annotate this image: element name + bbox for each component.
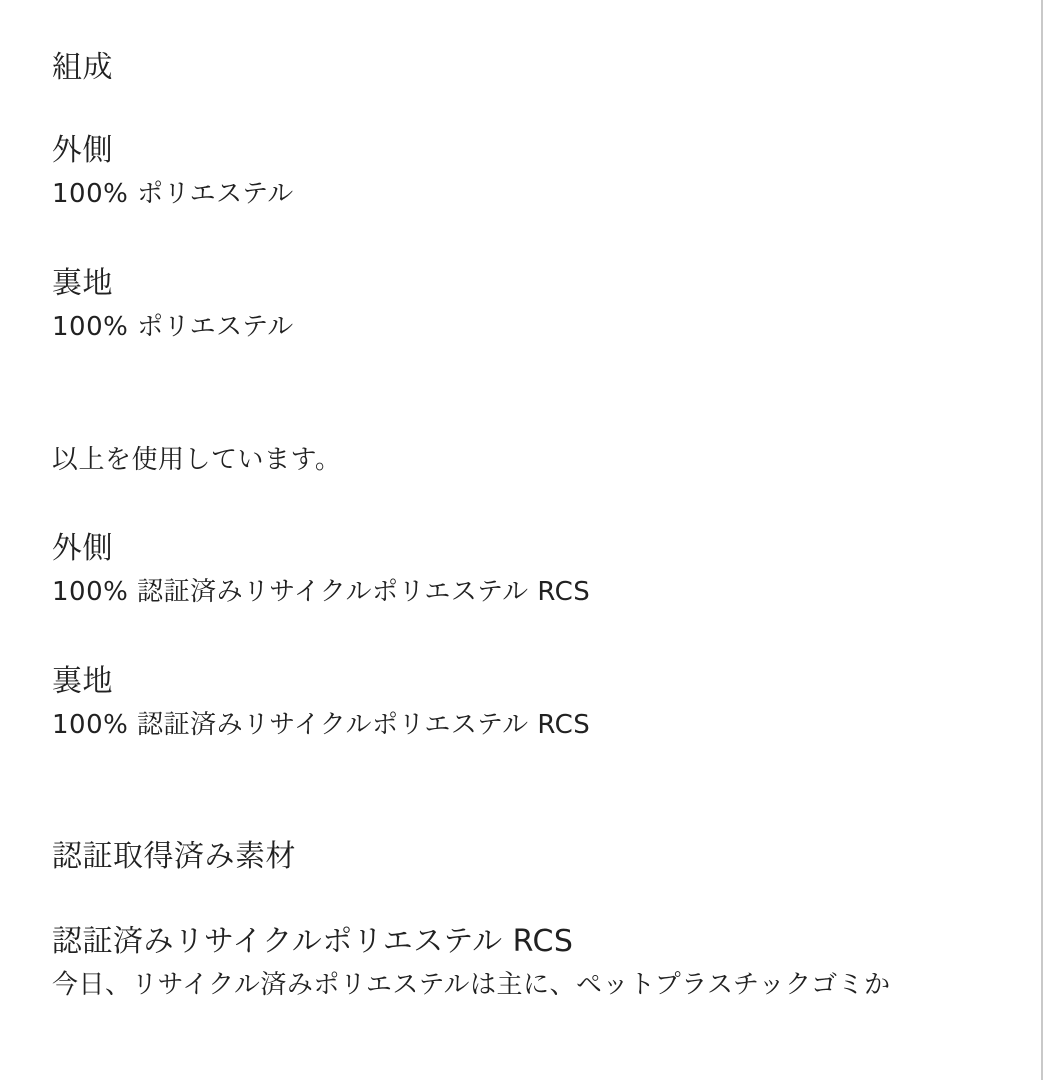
certified-part-lining bbox=[52, 664, 1001, 741]
certified-materials-section-title: 認証取得済み素材 bbox=[52, 839, 296, 874]
part-label-lining: 裏地 bbox=[52, 266, 113, 301]
certified-part-outer bbox=[52, 531, 1001, 608]
certified-part-label-lining: 裏地 bbox=[52, 664, 113, 699]
part-label-outer: 外側 bbox=[52, 133, 113, 168]
certified-material-item bbox=[52, 924, 1001, 1001]
part-value-lining: 100% ポリエステル bbox=[52, 312, 294, 342]
composition-part-outer bbox=[52, 133, 1001, 210]
part-value-outer: 100% ポリエステル bbox=[52, 179, 294, 209]
certified-material-description: 今日、リサイクル済みポリエステルは主に、ペットプラスチックゴミか bbox=[52, 970, 891, 1000]
composition-part-lining bbox=[52, 266, 1001, 343]
usage-note: 以上を使用しています。 bbox=[52, 445, 342, 475]
certified-part-label-outer: 外側 bbox=[52, 531, 113, 566]
certified-part-value-lining: 100% 認証済みリサイクルポリエステル RCS bbox=[52, 710, 591, 740]
certified-part-value-outer: 100% 認証済みリサイクルポリエステル RCS bbox=[52, 577, 591, 607]
certified-material-name: 認証済みリサイクルポリエステル RCS bbox=[52, 924, 574, 959]
composition-section-title: 組成 bbox=[52, 50, 113, 85]
